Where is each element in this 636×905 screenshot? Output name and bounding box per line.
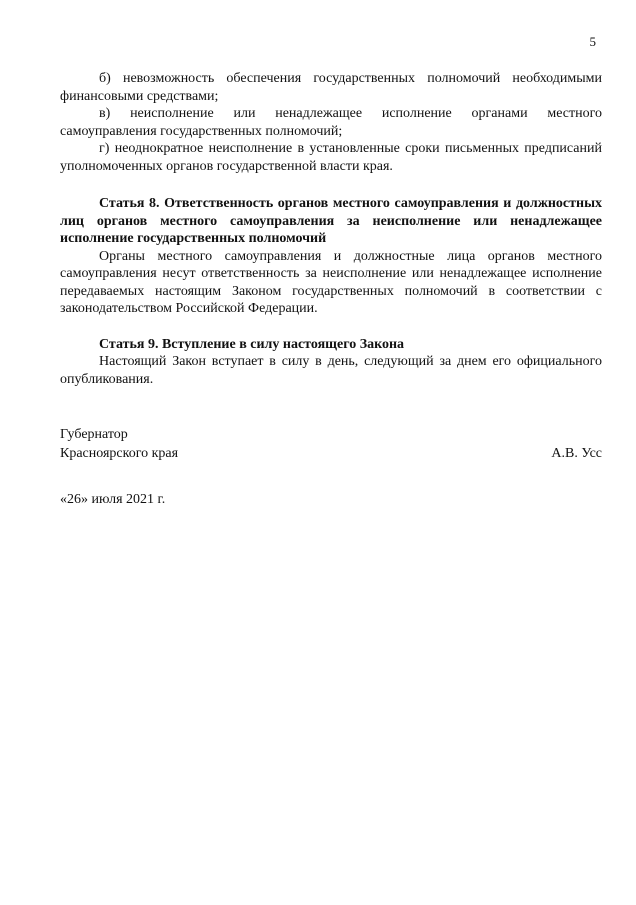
signatory-title-line2: Красноярского края <box>60 446 179 461</box>
article-8-heading: Статья 8. Ответственность органов местного самоуправления и должностных лиц органов местного самоуправления за неисполнение или ненадлежащее исполнение государственных полномочий <box>60 196 602 246</box>
article-8-text: Органы местного самоуправления и должностные лица органов местного самоуправления несут ответственность за неисполнение или ненадлежащее исполнение передаваемых настоящим Законом государственных полномочий в соответствии с законодательством Российской Федерации. <box>60 248 602 316</box>
signatory-name: А.В. Усс <box>551 446 602 461</box>
paragraph-g: г) неоднократное неисполнение в установленные сроки письменных предписаний уполномоченных органов государственной власти края. <box>60 141 602 174</box>
page-number: 5 <box>589 34 596 49</box>
paragraph-b: б) невозможность обеспечения государственных полномочий необходимыми финансовыми средствами; <box>60 71 602 104</box>
signature-block <box>60 425 602 463</box>
article-9-text: Настоящий Закон вступает в силу в день, следующий за днем его официального опубликования. <box>60 354 602 387</box>
document-date: «26» июля 2021 г. <box>60 492 166 507</box>
paragraph-v: в) неисполнение или ненадлежащее исполнение органами местного самоуправления государственных полномочий; <box>60 106 602 139</box>
article-9-heading: Статья 9. Вступление в силу настоящего Закона <box>99 336 405 352</box>
document-body <box>60 70 602 388</box>
signatory-title-line1: Губернатор <box>60 427 128 442</box>
